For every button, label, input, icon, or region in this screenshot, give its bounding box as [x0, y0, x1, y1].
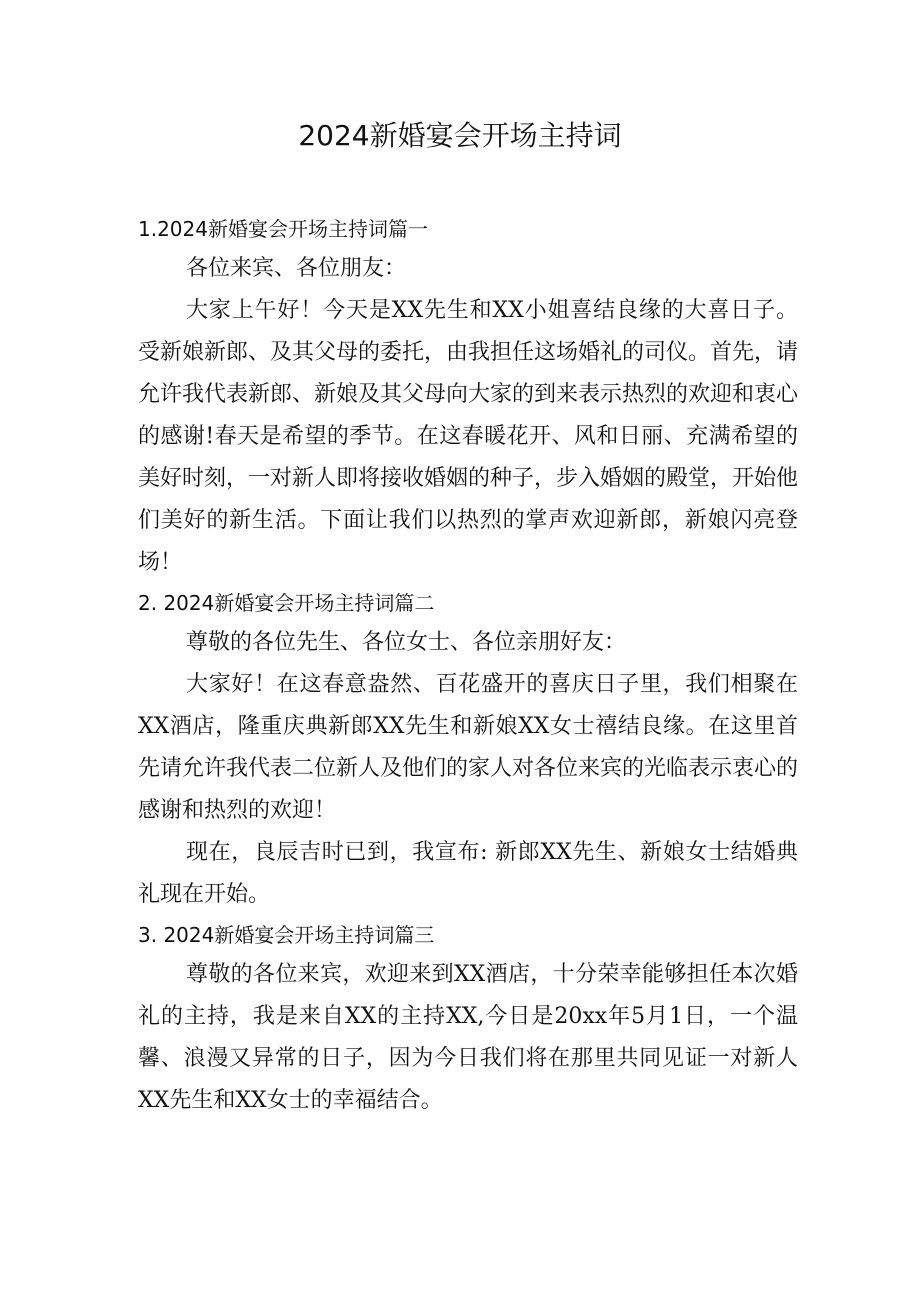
document-body [138, 210, 798, 1122]
body-paragraph: 现在，良辰吉时已到，我宣布: 新郎XX先生、新娘女士结婚典礼现在开始。 [138, 840, 798, 907]
section-2 [138, 584, 798, 916]
salutation-paragraph: 尊敬的各位先生、各位女士、各位亲朋好友： [186, 630, 627, 655]
section-heading: 2. 2024新婚宴会开场主持词篇二 [138, 591, 435, 615]
section-1 [138, 210, 798, 584]
section-heading: 3. 2024新婚宴会开场主持词篇三 [138, 923, 435, 947]
body-paragraph: 大家好！在这春意盎然、百花盛开的喜庆日子里，我们相聚在XX酒店，隆重庆典新郎XX先生和新娘XX女士禧结良缘。在这里首先请允许我代表二位新人及他们的家人对各位来宾的光临表示衷心的感谢和热烈的欢迎！ [138, 672, 799, 823]
body-paragraph: 大家上午好！今天是XX先生和XX小姐喜结良缘的大喜日子。受新娘新郎、及其父母的委托，由我担任这场婚礼的司仪。首先，请允许我代表新郎、新娘及其父母向大家的到来表示热烈的欢迎和衷心的感谢!春天是希望的季节。在这春暖花开、风和日丽、充满希望的美好时刻，一对新人即将接收婚姻的种子，步入婚姻的殿堂，开始他们美好的新生活。下面让我们以热烈的掌声欢迎新郎，新娘闪亮登场！ [138, 298, 799, 575]
section-heading: 1.2024新婚宴会开场主持词篇一 [138, 217, 428, 241]
salutation-paragraph: 各位来宾、各位朋友： [186, 256, 407, 281]
section-3 [138, 916, 798, 1122]
document-title: 2024新婚宴会开场主持词 [298, 119, 622, 152]
body-paragraph: 尊敬的各位来宾，欢迎来到XX酒店，十分荣幸能够担任本次婚礼的主持，我是来自XX的主持XX,今日是20xx年5月1日，一个温馨、浪漫又异常的日子，因为今日我们将在那里共同见证一对新人XX先生和XX女士的幸福结合。 [138, 962, 798, 1113]
